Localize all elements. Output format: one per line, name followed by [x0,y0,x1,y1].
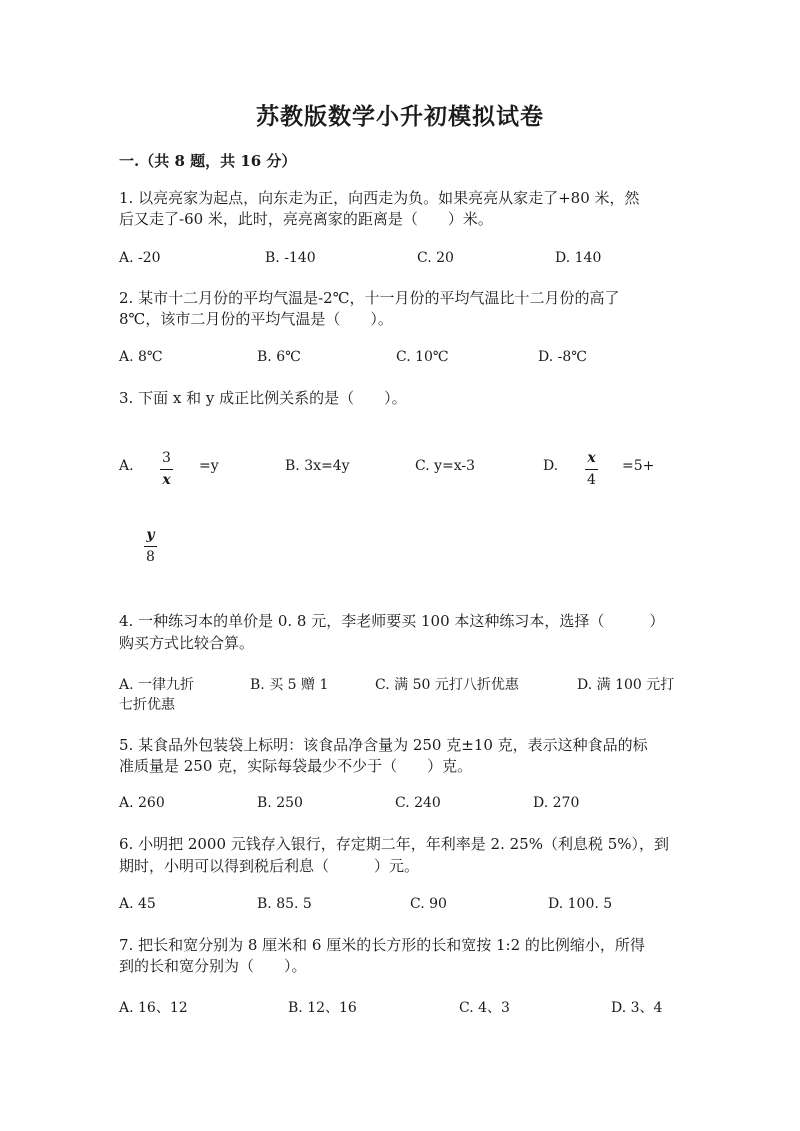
question-1-line-1: 1. 以亮亮家为起点，向东走为正，向西走为负。如果亮亮从家走了+80 米，然 [119,189,640,207]
question-2-option-a: A. 8℃ [119,349,163,365]
question-5-option-c: C. 240 [395,795,441,811]
fraction-bar [160,469,173,470]
question-3-option-d-fraction-2 [144,528,157,564]
question-1-option-c: C. 20 [417,250,454,266]
page-title: 苏教版数学小升初模拟试卷 [256,103,544,130]
question-6-line-1: 6. 小明把 2000 元钱存入银行，存定期二年，年利率是 2. 25%（利息税 5%），到 [119,835,670,853]
question-7-option-d: D. 3、4 [611,1000,663,1016]
question-7-option-a: A. 16、12 [119,1000,188,1016]
question-2-option-c: C. 10℃ [396,349,449,365]
question-3-option-d-fraction [585,451,598,487]
question-5-option-d: D. 270 [533,795,580,811]
question-4-option-c: C. 满 50 元打八折优惠 [375,677,519,693]
question-4-option-d: D. 满 100 元打 [577,677,675,693]
question-1-option-a: A. -20 [119,250,161,266]
fraction-bar [144,546,157,547]
question-4-line-2: 购买方式比较合算。 [119,634,255,652]
question-5-option-b: B. 250 [257,795,303,811]
question-7-line-1: 7. 把长和宽分别为 8 厘米和 6 厘米的长方形的长和宽按 1:2 的比例缩小，所得 [119,936,645,954]
question-4-option-b: B. 买 5 赠 1 [250,677,329,693]
question-3-line-1: 3. 下面 x 和 y 成正比例关系的是（ ）。 [119,389,407,407]
question-5-line-2: 准质量是 250 克，实际每袋最少不少于（ ）克。 [119,757,473,775]
question-2-option-d: D. -8℃ [538,349,587,365]
question-1-line-2: 后又走了-60 米，此时，亮亮离家的距离是（ ）米。 [119,210,493,228]
fraction-bar [585,469,598,470]
question-6-option-b: B. 85. 5 [257,896,312,912]
fraction-numerator: y [146,527,155,543]
question-2-line-1: 2. 某市十二月份的平均气温是-2℃，十一月份的平均气温比十二月份的高了 [119,289,620,307]
question-3-option-d-label: D. [543,458,559,474]
question-2-line-2: 8℃，该市二月份的平均气温是（ ）。 [119,310,393,328]
question-2-option-b: B. 6℃ [257,349,301,365]
question-4-option-d-continued: 七折优惠 [119,697,175,713]
question-3-option-d-tail: =5+ [622,458,655,474]
question-3-option-a-label: A. [119,458,134,474]
question-5-line-1: 5. 某食品外包装袋上标明：该食品净含量为 250 克±10 克，表示这种食品的标 [119,736,648,754]
question-4-line-1: 4. 一种练习本的单价是 0. 8 元，李老师要买 100 本这种练习本，选择（ ） [119,612,665,630]
fraction-denominator: 4 [587,472,596,488]
fraction-numerator: 3 [162,450,171,466]
question-3-option-b: B. 3x=4y [285,458,350,474]
question-1-option-d: D. 140 [555,250,602,266]
question-7-option-b: B. 12、16 [288,1000,357,1016]
question-7-line-2: 到的长和宽分别为（ ）。 [119,957,307,975]
question-4-option-a: A. 一律九折 [119,677,195,693]
question-1-option-b: B. -140 [265,250,316,266]
question-5-option-a: A. 260 [119,795,165,811]
question-3-option-c: C. y=x-3 [415,458,476,474]
question-6-option-a: A. 45 [119,896,156,912]
fraction-denominator: 8 [146,549,155,565]
question-6-line-2: 期时，小明可以得到税后利息（ ）元。 [119,857,420,875]
question-6-option-d: D. 100. 5 [548,896,613,912]
fraction-denominator: x [162,472,171,488]
question-3-option-a-fraction [160,451,173,487]
question-6-option-c: C. 90 [410,896,447,912]
fraction-numerator: x [587,450,596,466]
question-3-option-a-tail: =y [199,458,219,474]
section-heading: 一.（共 8 题，共 16 分） [119,152,297,170]
question-7-option-c: C. 4、3 [459,1000,510,1016]
